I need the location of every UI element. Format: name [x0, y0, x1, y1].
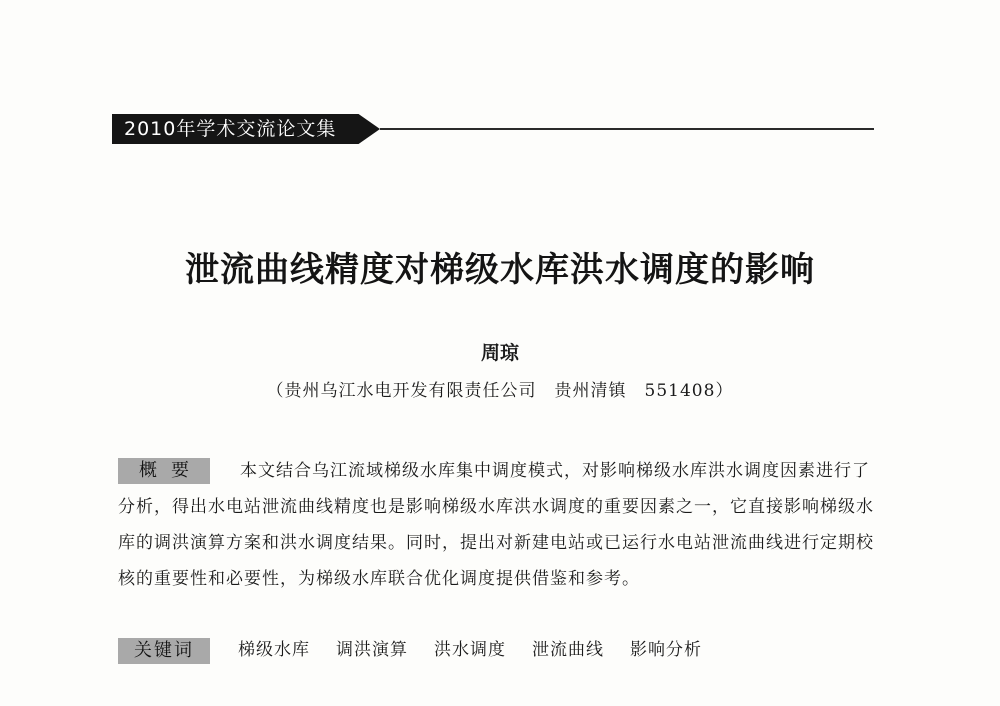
author-affiliation: （贵州乌江水电开发有限责任公司 贵州清镇 551408）	[266, 381, 734, 401]
keyword: 调洪演算	[336, 640, 408, 660]
author-name: 周琼	[480, 342, 519, 364]
keyword: 梯级水库	[238, 640, 310, 660]
keyword: 影响分析	[630, 640, 702, 660]
keywords-label: 关键词	[118, 638, 210, 664]
keyword: 洪水调度	[434, 640, 506, 660]
paper-title: 泄流曲线精度对梯级水库洪水调度的影响	[185, 250, 815, 290]
keyword: 泄流曲线	[532, 640, 604, 660]
keywords-list	[238, 636, 878, 664]
collection-title: 2010年学术交流论文集	[124, 118, 337, 140]
header-rule	[380, 128, 874, 130]
abstract-text: 本文结合乌江流域梯级水库集中调度模式，对影响梯级水库洪水调度因素进行了分析，得出水电站泄流曲线精度也是影响梯级水库洪水调度的重要因素之一，它直接影响梯级水库的调洪演算方案和洪水调度结果。同时，提出对新建电站或已运行水电站泄流曲线进行定期校核的重要性和必要性，为梯级水库联合优化调度提供借鉴和参考。	[118, 461, 874, 589]
abstract-label: 概要	[118, 458, 210, 484]
